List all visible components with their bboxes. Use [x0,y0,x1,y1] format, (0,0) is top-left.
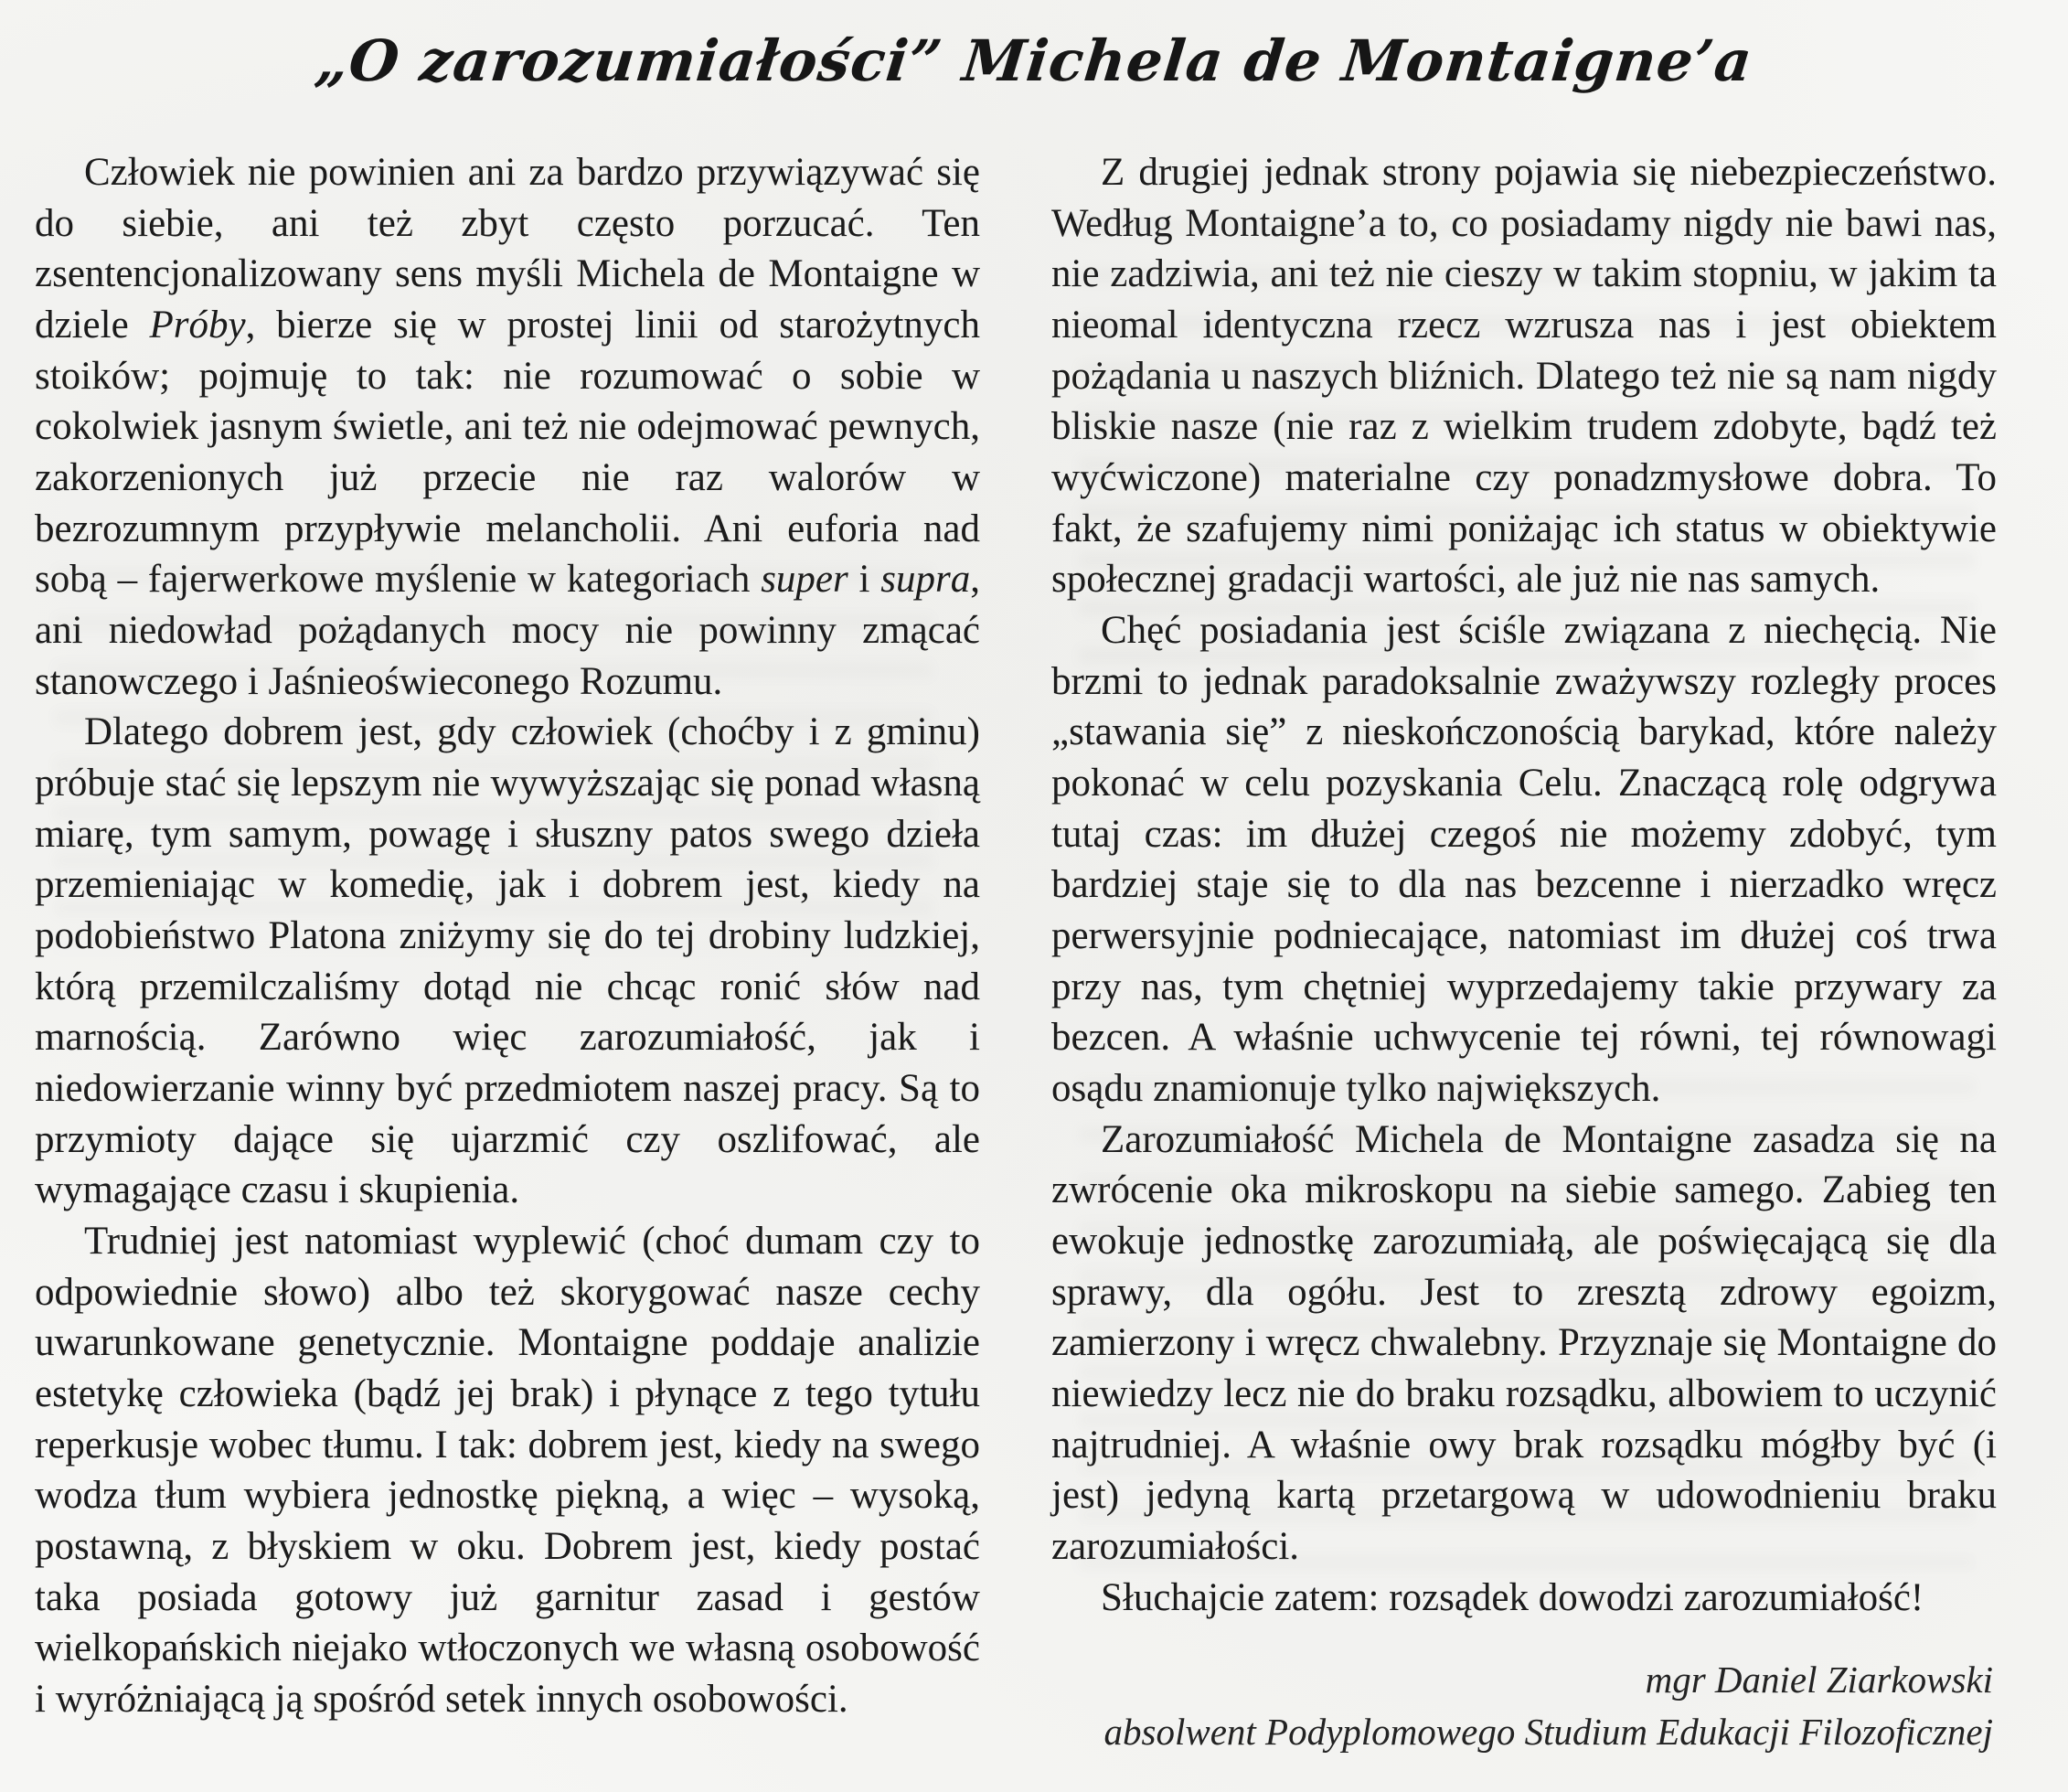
paragraph-text: Człowiek nie powinien ani za bardzo przywiązywać się do siebie, ani też zbyt często porzucać. Ten zsentencjonalizowany sens myśli Michela de Montaigne w dziele [35,151,980,347]
author-name: mgr Daniel Ziarkowski [1645,1659,1993,1701]
author-signature [1051,1654,1997,1757]
paragraph: Z drugiej jednak strony pojawia się niebezpieczeństwo. Według Montaigne’a to, co posiadamy nigdy nie bawi nas, nie zadziwia, ani też nie cieszy w takim stopniu, w jakim ta nieomal identyczna rzecz wzrusza nas i jest obiektem pożądania u naszych bliźnich. Dlatego też nie są nam nigdy bliskie nasze (nie raz z wielkim trudem zdobyte, bądź też wyćwiczone) materialne czy ponadzmysłowe dobra. To fakt, że szafujemy nimi poniżając ich status w obiektywie społecznej gradacji wartości, ale już nie nas samych. [1051,151,1997,602]
left-column [35,147,980,1758]
right-column [1051,147,1997,1758]
paragraph-text: , bierze się w prostej linii od starożytnych stoików; pojmuję to tak: nie rozumować o sobie w cokolwiek jasnym świetle, ani też nie odejmować pewnych, zakorzenionych już przecie nie raz walorów w bezrozumnym przypływie melancholii. Ani euforia nad sobą – fajerwerkowe myślenie w kategoriach [35,304,980,602]
paragraph: Dlatego dobrem jest, gdy człowiek (choćby i z gminu) próbuje stać się lepszym nie wywyższając się ponad własną miarę, tym samym, powagę i słuszny patos swego dzieła przemieniając w komedię, jak i dobrem jest, kiedy na podobieństwo Platona zniżymy się do tej drobiny ludzkiej, którą przemilczaliśmy dotąd nie chcąc ronić słów nad marnością. Zarówno więc zarozumiałość, jak i niedowierzanie winny być przedmiotem naszej pracy. Są to przymioty dające się ujarzmić czy oszlifować, ale wymagające czasu i skupienia. [35,710,980,1212]
paragraph: Zarozumiałość Michela de Montaigne zasadza się na zwrócenie oka mikroskopu na siebie samego. Zabieg ten ewokuje jednostkę zarozumiałą, ale poświęcającą się dla sprawy, dla ogółu. Jest to zresztą zdrowy egoizm, zamierzony i wręcz chwalebny. Przyznaje się Montaigne do niewiedzy lecz nie do braku rozsądku, albowiem to uczynić najtrudniej. A właśnie owy brak rozsądku mógłby być (i jest) jedyną kartą przetargową w udowodnieniu braku zarozumiałości. [1051,1117,1997,1569]
paragraph-text: , ani niedowład pożądanych mocy nie powinny zmącać stanowczego i Jaśnieoświeconego Rozumu. [35,558,980,703]
paragraph: Chęć posiadania jest ściśle związana z niechęcią. Nie brzmi to jednak paradoksalnie zważywszy rozległy proces „stawania się” z nieskończonością barykad, które należy pokonać w celu pozyskania Celu. Znaczącą rolę odgrywa tutaj czas: im dłużej czegoś nie możemy zdobyć, tym bardziej staje się to dla nas bezcenne i nierzadko wręcz perwersyjnie podniecające, natomiast im dłużej coś trwa przy nas, tym chętniej wyprzedajemy takie przywary za bezcen. A właśnie uchwycenie tej równi, tej równowagi osądu znamionuje tylko największych. [1051,609,1997,1111]
article-body [0,147,2068,1758]
paragraph [35,147,980,707]
italic-term: super [761,558,848,602]
paragraph-text: i [847,558,881,602]
article-title: „O zarozumiałości” Michela de Montaigne’a [312,27,1756,94]
author-credentials: absolwent Podyplomowego Studium Edukacji Filozoficznej [1103,1711,1993,1754]
paragraph: Trudniej jest natomiast wyplewić (choć dumam czy to odpowiednie słowo) albo też skorygować nasze cechy uwarunkowane genetycznie. Montaigne poddaje analizie estetykę człowieka (bądź jej brak) i płynące z tego tytułu reperkusje wobec tłumu. I tak: dobrem jest, kiedy na swego wodza tłum wybiera jednostkę piękną, a więc – wysoką, postawną, z błyskiem w oku. Dobrem jest, kiedy postać taka posiada gotowy już garnitur zasad i gestów wielkopańskich niejako wtłoczonych we własną osobowość i wyróżniającą ją spośród setek innych osobowości. [35,1220,980,1722]
italic-term: supra [880,558,971,602]
paragraph: Słuchajcie zatem: rozsądek dowodzi zarozumiałość! [1101,1575,1924,1619]
italic-work-title: Próby [149,304,246,347]
